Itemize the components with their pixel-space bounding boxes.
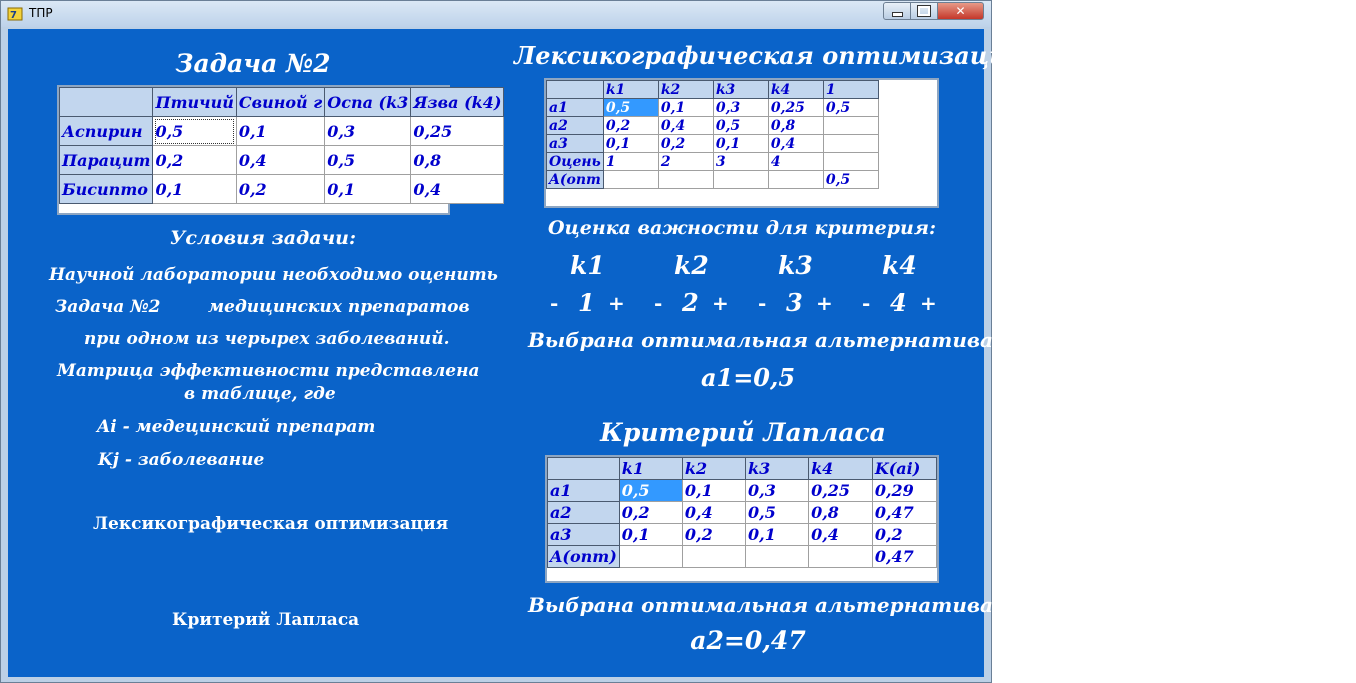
table-row bbox=[548, 524, 937, 546]
header-cell[interactable]: K(ai) bbox=[872, 458, 936, 480]
laplace-link[interactable]: Критерий Лапласа bbox=[172, 610, 360, 630]
grid-cell[interactable]: 0,1 bbox=[745, 524, 808, 546]
condition-line-2b: медицинских препаратов bbox=[208, 297, 470, 317]
increase-button-k1[interactable]: + bbox=[608, 291, 625, 315]
header-cell[interactable] bbox=[60, 88, 153, 117]
header-cell[interactable] bbox=[548, 458, 620, 480]
laplace-table[interactable] bbox=[545, 455, 939, 583]
grid-cell[interactable] bbox=[745, 546, 808, 568]
grid-cell[interactable] bbox=[619, 546, 682, 568]
header-cell[interactable]: k2 bbox=[682, 458, 745, 480]
grid-cell[interactable]: 0,25 bbox=[768, 99, 823, 117]
decrease-button-k4[interactable]: - bbox=[862, 291, 871, 315]
laplace-result-title: Выбрана оптимальная альтернатива: bbox=[528, 593, 1001, 617]
maximize-icon bbox=[918, 6, 930, 16]
header-cell[interactable]: k3 bbox=[745, 458, 808, 480]
header-cell[interactable]: k2 bbox=[658, 81, 713, 99]
grid-cell[interactable]: 0,5 bbox=[823, 171, 878, 189]
conditions-title: Условия задачи: bbox=[170, 227, 356, 249]
close-icon: ✕ bbox=[955, 4, 966, 18]
header-cell[interactable]: k1 bbox=[619, 458, 682, 480]
grid-cell[interactable]: 3 bbox=[713, 153, 768, 171]
lex-heading: Лексикографическая оптимизация bbox=[514, 41, 1026, 70]
table-row bbox=[547, 153, 879, 171]
grid-cell[interactable]: 0,2 bbox=[658, 135, 713, 153]
row-header-cell[interactable]: A(опт) bbox=[548, 546, 620, 568]
grid-cell[interactable]: 0,1 bbox=[713, 135, 768, 153]
grid-cell[interactable]: 0,2 bbox=[153, 146, 236, 175]
row-header-cell[interactable]: Парацит bbox=[60, 146, 153, 175]
row-header-cell[interactable]: a1 bbox=[548, 480, 620, 502]
grid-cell[interactable]: 0,4 bbox=[768, 135, 823, 153]
grid-cell[interactable]: 0,5 bbox=[823, 99, 878, 117]
table-row bbox=[548, 546, 937, 568]
close-button[interactable] bbox=[937, 2, 984, 20]
grid-cell[interactable]: 0,5 bbox=[325, 146, 411, 175]
grid-cell[interactable]: 0,2 bbox=[236, 175, 324, 204]
grid-cell[interactable]: 0,5 bbox=[745, 502, 808, 524]
row-header-cell[interactable]: a1 bbox=[547, 99, 604, 117]
header-cell[interactable]: Язва (k4) bbox=[411, 88, 504, 117]
grid-cell[interactable]: 0,8 bbox=[411, 146, 504, 175]
task-matrix-table[interactable] bbox=[57, 85, 502, 215]
decrease-button-k3[interactable]: - bbox=[758, 291, 767, 315]
row-header-cell[interactable]: a3 bbox=[547, 135, 604, 153]
maximize-button[interactable] bbox=[910, 2, 938, 20]
task-heading: Задача №2 bbox=[175, 49, 331, 78]
grid-cell[interactable] bbox=[768, 171, 823, 189]
header-row bbox=[60, 88, 504, 117]
grid-cell[interactable]: 0,3 bbox=[325, 117, 411, 146]
laplace-heading: Критерий Лапласа bbox=[600, 418, 886, 447]
lex-result-value: a1=0,5 bbox=[700, 363, 796, 392]
table-row bbox=[547, 117, 879, 135]
table-row bbox=[60, 117, 504, 146]
header-cell[interactable]: k1 bbox=[603, 81, 658, 99]
increase-button-k3[interactable]: + bbox=[816, 291, 833, 315]
grid-cell[interactable] bbox=[682, 546, 745, 568]
grid-cell[interactable] bbox=[823, 153, 878, 171]
grid-cell[interactable]: 0,47 bbox=[872, 546, 936, 568]
criterion-label-k2: k2 bbox=[674, 251, 709, 280]
grid-cell[interactable] bbox=[603, 171, 658, 189]
grid-cell[interactable] bbox=[823, 135, 878, 153]
header-cell[interactable]: k3 bbox=[713, 81, 768, 99]
table-row bbox=[548, 502, 937, 524]
lex-result-title: Выбрана оптимальная альтернатива: bbox=[528, 328, 1001, 352]
delphi-app-icon bbox=[7, 6, 23, 22]
grid-cell[interactable] bbox=[658, 171, 713, 189]
table-row bbox=[547, 171, 879, 189]
condition-line-5: в таблице, где bbox=[184, 384, 336, 404]
grid-cell[interactable]: 0,1 bbox=[658, 99, 713, 117]
table-row bbox=[60, 146, 504, 175]
grid-cell[interactable] bbox=[823, 117, 878, 135]
importance-title: Оценка важности для критерия: bbox=[548, 217, 936, 239]
grid-cell[interactable]: 0,2 bbox=[682, 524, 745, 546]
laplace-result-value: a2=0,47 bbox=[690, 626, 806, 655]
criterion-weight-k3: 3 bbox=[786, 288, 803, 317]
condition-line-2a: Задача №2 bbox=[55, 297, 161, 317]
condition-line-6: Ai - медецинский препарат bbox=[97, 417, 376, 437]
grid-cell[interactable]: 0,8 bbox=[768, 117, 823, 135]
header-cell[interactable]: Свиной г bbox=[236, 88, 324, 117]
window-title: ТПР bbox=[29, 6, 53, 20]
grid-cell[interactable]: 0,1 bbox=[153, 175, 236, 204]
title-bar bbox=[1, 1, 991, 27]
criterion-label-k1: k1 bbox=[570, 251, 605, 280]
grid-cell[interactable]: 0,4 bbox=[809, 524, 873, 546]
grid-cell[interactable]: 0,5 bbox=[153, 117, 236, 146]
grid-cell[interactable]: 0,29 bbox=[872, 480, 936, 502]
lexicographic-link[interactable]: Лексикографическая оптимизация bbox=[93, 514, 449, 534]
table-row bbox=[548, 480, 937, 502]
condition-line-4: Матрица эффективности представлена bbox=[57, 361, 480, 381]
grid-cell[interactable]: 0,5 bbox=[713, 117, 768, 135]
header-row bbox=[548, 458, 937, 480]
svg-text:7: 7 bbox=[10, 10, 17, 21]
grid-cell[interactable]: 0,2 bbox=[603, 117, 658, 135]
header-cell[interactable]: k4 bbox=[768, 81, 823, 99]
header-cell[interactable]: Оспа (k3 bbox=[325, 88, 411, 117]
grid-cell[interactable] bbox=[713, 171, 768, 189]
decrease-button-k2[interactable]: - bbox=[654, 291, 663, 315]
header-cell[interactable]: k4 bbox=[809, 458, 873, 480]
grid-cell[interactable]: 0,4 bbox=[236, 146, 324, 175]
row-header-cell[interactable]: A(опт bbox=[547, 171, 604, 189]
grid-cell[interactable]: 0,4 bbox=[658, 117, 713, 135]
grid-cell[interactable]: 0,1 bbox=[325, 175, 411, 204]
grid-cell[interactable]: 0,3 bbox=[713, 99, 768, 117]
row-header-cell[interactable]: Бисипто bbox=[60, 175, 153, 204]
row-header-cell[interactable]: Оцень bbox=[547, 153, 604, 171]
row-header-cell[interactable]: a2 bbox=[547, 117, 604, 135]
grid-cell[interactable]: 0,3 bbox=[745, 480, 808, 502]
header-cell[interactable] bbox=[547, 81, 604, 99]
table-row bbox=[60, 175, 504, 204]
grid-cell[interactable]: 0,8 bbox=[809, 502, 873, 524]
row-header-cell[interactable]: a3 bbox=[548, 524, 620, 546]
table-row bbox=[547, 135, 879, 153]
criterion-label-k3: k3 bbox=[778, 251, 813, 280]
criterion-weight-k2: 2 bbox=[682, 288, 699, 317]
grid-cell[interactable]: 2 bbox=[658, 153, 713, 171]
decrease-button-k1[interactable]: - bbox=[550, 291, 559, 315]
condition-line-1: Научной лаборатории необходимо оценить bbox=[49, 265, 498, 285]
criterion-label-k4: k4 bbox=[882, 251, 917, 280]
criterion-weight-k1: 1 bbox=[578, 288, 595, 317]
grid-cell[interactable]: 0,1 bbox=[619, 524, 682, 546]
grid-cell[interactable]: 0,5 bbox=[619, 480, 682, 502]
grid-cell[interactable]: 0,25 bbox=[809, 480, 873, 502]
grid-cell[interactable]: 0,25 bbox=[411, 117, 504, 146]
header-row bbox=[547, 81, 879, 99]
grid-cell[interactable]: 0,1 bbox=[236, 117, 324, 146]
row-header-cell[interactable]: Аспирин bbox=[60, 117, 153, 146]
grid-cell[interactable]: 0,2 bbox=[872, 524, 936, 546]
grid-cell[interactable]: 0,47 bbox=[872, 502, 936, 524]
grid-cell[interactable]: 0,4 bbox=[682, 502, 745, 524]
criterion-weight-k4: 4 bbox=[890, 288, 907, 317]
lex-table[interactable] bbox=[544, 78, 939, 208]
grid-cell[interactable]: 0,2 bbox=[619, 502, 682, 524]
header-cell[interactable]: 1 bbox=[823, 81, 878, 99]
header-cell[interactable]: Птичий bbox=[153, 88, 236, 117]
grid-cell[interactable]: 1 bbox=[603, 153, 658, 171]
condition-line-7: Kj - заболевание bbox=[98, 450, 265, 470]
minimize-icon bbox=[892, 12, 903, 17]
grid-cell[interactable]: 0,1 bbox=[682, 480, 745, 502]
increase-button-k2[interactable]: + bbox=[712, 291, 729, 315]
minimize-button[interactable] bbox=[883, 2, 911, 20]
table-row bbox=[547, 99, 879, 117]
grid-cell[interactable]: 0,1 bbox=[603, 135, 658, 153]
increase-button-k4[interactable]: + bbox=[920, 291, 937, 315]
grid-cell[interactable]: 0,4 bbox=[411, 175, 504, 204]
row-header-cell[interactable]: a2 bbox=[548, 502, 620, 524]
condition-line-3: при одном из черырех заболеваний. bbox=[84, 329, 450, 349]
grid-cell[interactable] bbox=[809, 546, 873, 568]
grid-cell[interactable]: 0,5 bbox=[603, 99, 658, 117]
grid-cell[interactable]: 4 bbox=[768, 153, 823, 171]
form-client-area bbox=[8, 29, 1026, 677]
